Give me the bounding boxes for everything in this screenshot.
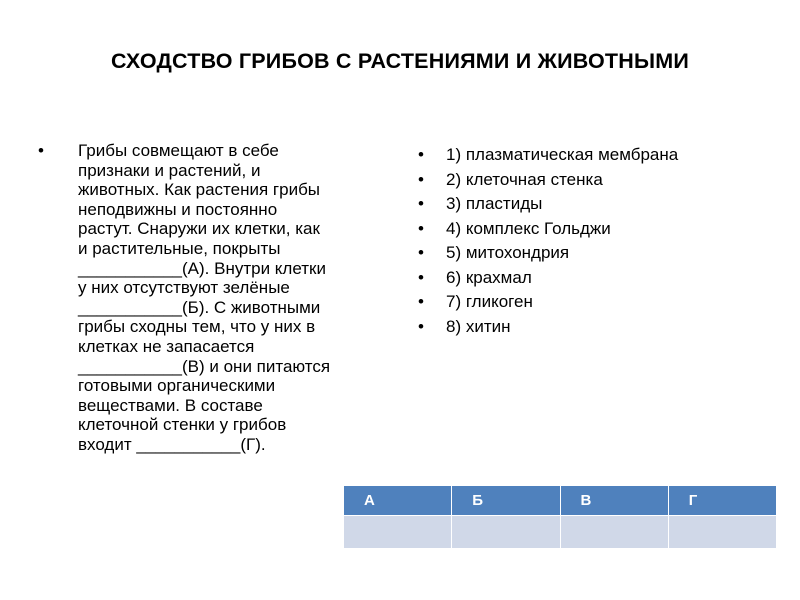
paragraph-line: растут. Снаружи их клетки, как [78,219,320,239]
options-list [416,143,776,339]
paragraph-line: грибы сходны тем, что у них в [78,317,316,337]
option-label: 6) крахмал [446,267,532,287]
option-item [416,241,776,266]
answer-cell-a[interactable] [344,516,452,549]
answer-cell-b[interactable] [452,516,560,549]
option-item [416,143,776,168]
option-item [416,266,776,291]
bullet-icon: • [418,267,424,287]
option-item [416,168,776,193]
option-item [416,315,776,340]
paragraph-line: неподвижны и постоянно [78,199,278,219]
bullet-icon: • [418,169,424,189]
paragraph-line: веществами. В составе [78,395,263,415]
option-label: 5) митохондрия [446,243,570,262]
paragraph-line: входит ___________(Г). [78,434,266,454]
option-label: 7) гликоген [446,292,533,311]
paragraph-line: ___________(Б). С животными [78,297,321,317]
option-label: 1) плазматическая мембрана [446,145,679,164]
bullet-icon: • [418,292,424,311]
paragraph-line: у них отсутствуют зелёные [78,278,290,298]
paragraph-text [78,141,388,455]
answer-value-row [344,516,777,549]
option-label: 3) пластиды [446,194,543,213]
slide-title [80,45,720,78]
task-paragraph [38,141,388,455]
bullet-icon: • [418,194,424,213]
answer-table [343,485,777,549]
paragraph-line: клеточной стенки у грибов [78,415,287,435]
title-text: СХОДСТВО ГРИБОВ С РАСТЕНИЯМИ И ЖИВОТНЫМИ [111,49,689,73]
option-item [416,290,776,315]
bullet-icon: • [418,243,424,262]
bullet-icon: • [38,141,44,160]
paragraph-line: и растительные, покрыты [78,238,281,258]
answer-header-g: Г [668,486,776,516]
paragraph-line: ___________(А). Внутри клетки [78,258,326,278]
option-label: 2) клеточная стенка [446,169,603,189]
option-label: 4) комплекс Гольджи [446,218,611,238]
option-item [416,217,776,242]
paragraph-line: признаки и растений, и [78,160,261,180]
paragraph-line: ___________(В) и они питаются [78,356,331,376]
paragraph-line: готовыми органическими [78,376,276,396]
paragraph-line: Грибы совмещают в себе [78,141,279,160]
answer-header-v: В [560,486,668,516]
answer-header-a: А [344,486,452,516]
answer-cell-g[interactable] [668,516,776,549]
answer-cell-v[interactable] [560,516,668,549]
answer-header-b: Б [452,486,560,516]
answer-header-row [344,486,777,516]
bullet-icon: • [418,218,424,238]
option-item [416,192,776,217]
bullet-icon: • [418,316,424,336]
option-label: 8) хитин [446,316,511,336]
paragraph-line: клетках не запасается [78,336,255,356]
paragraph-line: животных. Как растения грибы [78,180,321,200]
bullet-icon: • [418,145,424,164]
